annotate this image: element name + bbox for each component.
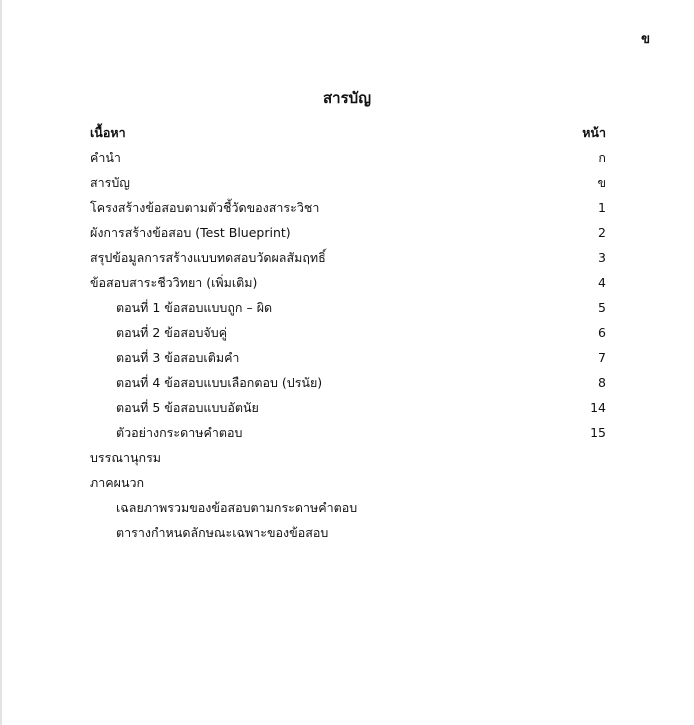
entry-text: ตอนที่ 2 ข้อสอบจับคู่ — [116, 324, 228, 340]
page-column-label: หน้า — [582, 124, 606, 140]
entry-text: เฉลยภาพรวมของข้อสอบตามกระดาษคำตอบ — [116, 499, 358, 515]
toc-entry-test-blueprint — [90, 220, 606, 245]
toc-header — [90, 120, 606, 145]
entry-text: บรรณานุกรม — [90, 449, 162, 465]
toc-entry-bibliography — [90, 445, 606, 470]
content-column-label: เนื้อหา — [90, 124, 126, 140]
entry-text: ตัวอย่างกระดาษคำตอบ — [116, 424, 243, 440]
entry-page: 5 — [598, 300, 606, 315]
entry-page: 4 — [598, 275, 606, 290]
entry-text: สรุปข้อมูลการสร้างแบบทดสอบวัดผลสัมฤทธิ์ — [90, 249, 326, 265]
entry-text: ตารางกำหนดลักษณะเฉพาะของข้อสอบ — [116, 524, 329, 540]
entry-page: ก — [598, 149, 606, 165]
entry-text: สารบัญ — [90, 174, 130, 190]
toc-entry-specification-table — [90, 520, 606, 545]
toc-entry-test-structure — [90, 195, 606, 220]
entry-text: ภาคผนวก — [90, 474, 145, 490]
entry-page: ข — [597, 174, 606, 190]
entry-text: โครงสร้างข้อสอบตามตัวชี้วัดของสาระวิชา — [90, 199, 320, 215]
toc-entry-contents — [90, 170, 606, 195]
entry-page: 8 — [598, 375, 606, 390]
entry-page: 7 — [598, 350, 606, 365]
toc-entry-summary — [90, 245, 606, 270]
entry-page: 6 — [598, 325, 606, 340]
toc-entry-part-2 — [90, 320, 606, 345]
entry-text: ตอนที่ 3 ข้อสอบเติมคำ — [116, 349, 240, 365]
toc-entry-answer-key — [90, 495, 606, 520]
toc-title: สารบัญ — [323, 89, 371, 107]
toc-entry-appendix — [90, 470, 606, 495]
entry-text: ตอนที่ 5 ข้อสอบแบบอัตนัย — [116, 399, 259, 415]
entry-text: ผังการสร้างข้อสอบ (Test Blueprint) — [90, 224, 291, 240]
entry-page: 14 — [590, 400, 606, 415]
toc-entry-part-5 — [90, 395, 606, 420]
entry-page: 1 — [598, 200, 606, 215]
entry-text: คำนำ — [90, 149, 121, 165]
entry-page: 3 — [598, 250, 606, 265]
entry-text: ตอนที่ 1 ข้อสอบแบบถูก – ผิด — [116, 299, 273, 315]
toc-entry-preface — [90, 145, 606, 170]
toc-entry-part-3 — [90, 345, 606, 370]
toc-entry-biology-test — [90, 270, 606, 295]
toc-entry-answer-sheet — [90, 420, 606, 445]
toc-entry-part-1 — [90, 295, 606, 320]
toc-entry-part-4 — [90, 370, 606, 395]
entry-page: 15 — [590, 425, 606, 440]
entry-text: ข้อสอบสาระชีววิทยา (เพิ่มเติม) — [90, 274, 258, 290]
entry-text: ตอนที่ 4 ข้อสอบแบบเลือกตอบ (ปรนัย) — [116, 374, 323, 390]
page-number-marker: ข — [641, 32, 650, 47]
entry-page: 2 — [598, 225, 606, 240]
table-of-contents — [90, 120, 606, 545]
